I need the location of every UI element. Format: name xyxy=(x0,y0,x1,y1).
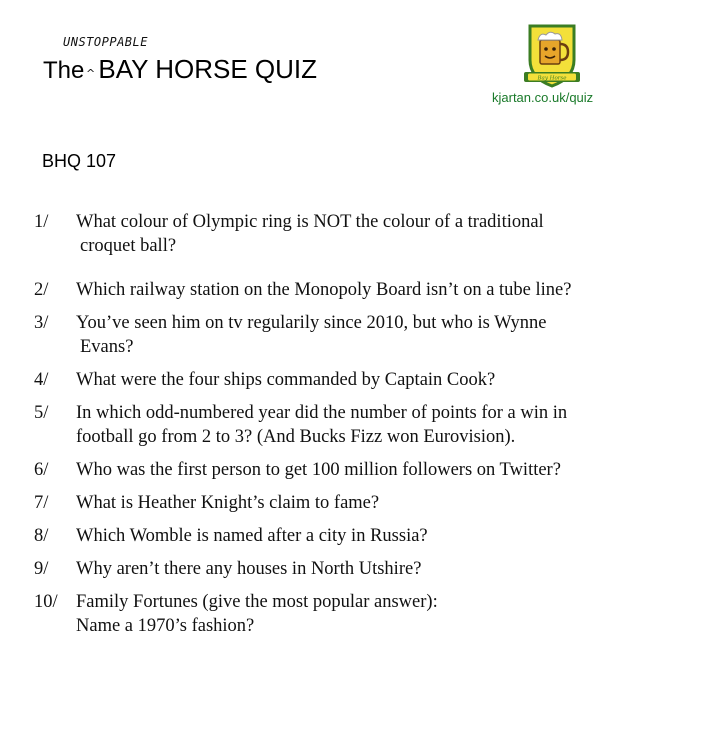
question-text: What colour of Olympic ring is NOT the colour of a traditional xyxy=(76,212,544,232)
quiz-number: BHQ 107 xyxy=(42,151,117,171)
question-item xyxy=(34,401,674,449)
question-item xyxy=(34,557,674,581)
title-the: The xyxy=(43,57,85,84)
question-number: 10/ xyxy=(34,592,58,612)
page-title xyxy=(43,54,317,85)
question-text-continued: croquet ball? xyxy=(80,236,177,256)
question-text-continued: Evans? xyxy=(80,337,134,357)
question-number: 9/ xyxy=(34,559,49,579)
question-text: What is Heather Knight’s claim to fame? xyxy=(76,493,380,513)
question-number: 5/ xyxy=(34,403,49,423)
question-number: 3/ xyxy=(34,313,49,333)
question-item xyxy=(34,524,674,548)
question-item xyxy=(34,590,674,638)
question-item xyxy=(34,368,674,392)
question-text: In which odd-numbered year did the number of points for a win in xyxy=(76,403,568,423)
question-item xyxy=(34,458,674,482)
question-text: You’ve seen him on tv regularily since 2010, but who is Wynne xyxy=(76,313,547,333)
question-text: What were the four ships commanded by Captain Cook? xyxy=(76,370,496,390)
question-text: Who was the first person to get 100 million followers on Twitter? xyxy=(76,460,561,480)
question-number: 6/ xyxy=(34,460,49,480)
question-list xyxy=(34,210,674,638)
question-number: 7/ xyxy=(34,493,49,513)
question-text-continued: football go from 2 to 3? (And Bucks Fizz won Eurovision). xyxy=(76,427,516,447)
question-text: Family Fortunes (give the most popular answer): xyxy=(76,592,438,612)
question-item xyxy=(34,311,674,359)
question-number: 4/ xyxy=(34,370,49,390)
logo-text: Bay Horse xyxy=(537,75,567,82)
bay-horse-logo-icon xyxy=(520,22,584,92)
question-text-continued: Name a 1970’s fashion? xyxy=(76,616,255,636)
question-item xyxy=(34,491,674,515)
question-number: 8/ xyxy=(34,526,49,546)
question-item xyxy=(34,278,674,302)
question-item xyxy=(34,210,674,258)
question-number: 2/ xyxy=(34,280,49,300)
question-text: Which railway station on the Monopoly Board isn’t on a tube line? xyxy=(76,280,572,300)
question-text: Why aren’t there any houses in North Utshire? xyxy=(76,559,422,579)
title-main: BAY HORSE QUIZ xyxy=(98,54,317,84)
question-text: Which Womble is named after a city in Russia? xyxy=(76,526,428,546)
tagline: UNSTOPPABLE xyxy=(63,35,148,49)
question-number: 1/ xyxy=(34,212,49,232)
insertion-caret: ^ xyxy=(86,67,96,80)
site-url-link[interactable]: kjartan.co.uk/quiz xyxy=(492,90,594,105)
